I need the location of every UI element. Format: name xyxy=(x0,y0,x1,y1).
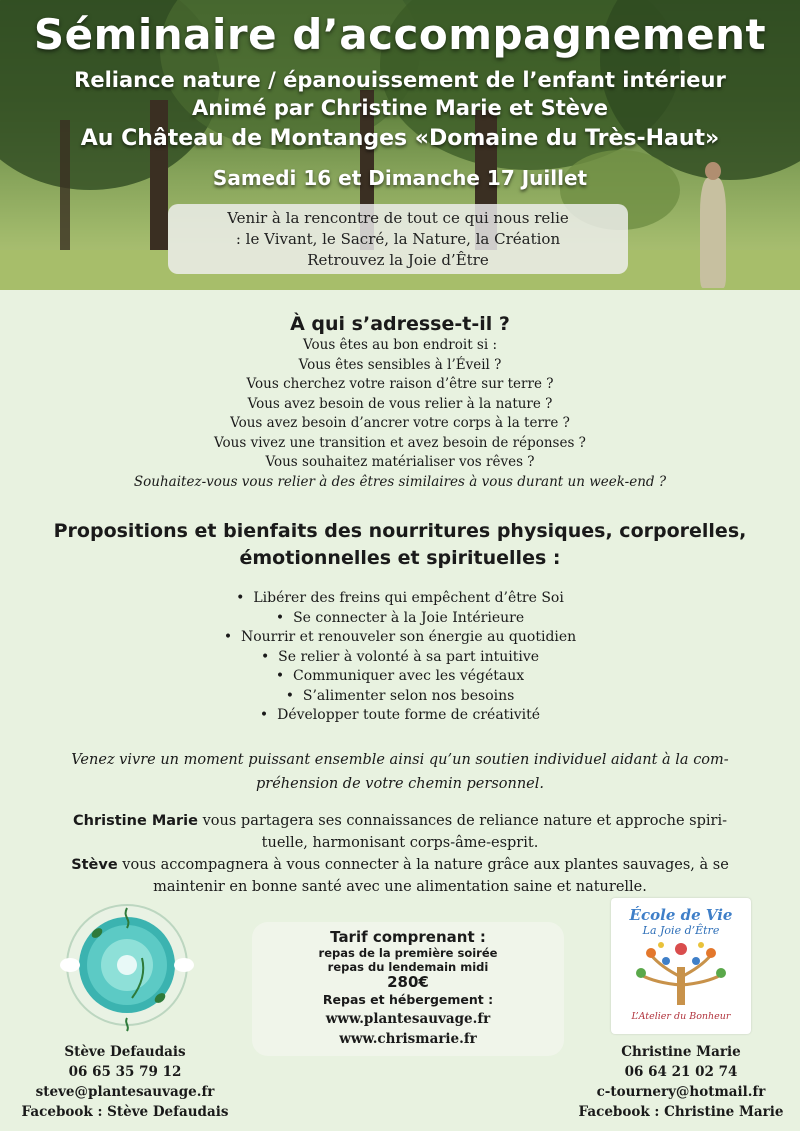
tagline-line: : le Vivant, le Sacré, la Nature, la Création xyxy=(235,230,561,248)
logo-tagline: L’Atelier du Bonheur xyxy=(631,1011,731,1022)
list-item: • Se relier à volonté à sa part intuitive xyxy=(0,648,800,668)
tree-icon xyxy=(611,937,751,1007)
list-item: • Libérer des freins qui empêchent d’être Soi xyxy=(0,589,800,609)
christine-text: vous partagera ses connaissances de reliance nature et approche spiri- xyxy=(198,813,727,829)
list-item: • Développer toute forme de créativité xyxy=(0,706,800,726)
tagline-line: Retrouvez la Joie d’Être xyxy=(307,251,489,269)
tagline-box xyxy=(168,204,628,274)
contact-name: Stève Defaudais xyxy=(64,1044,186,1060)
location-title: Au Château de Montanges «Domaine du Très-Haut» xyxy=(80,126,720,151)
contact-email[interactable]: steve@plantesauvage.fr xyxy=(35,1084,215,1100)
list-item: • Se connecter à la Joie Intérieure xyxy=(0,609,800,629)
propositions-title-line: émotionnelles et spirituelles : xyxy=(239,547,561,569)
contact-phone[interactable]: 06 65 35 79 12 xyxy=(68,1064,182,1080)
pricing-line: repas de la première soirée xyxy=(318,946,498,960)
subtitle-hosts: Animé par Christine Marie et Stève xyxy=(192,96,608,120)
contact-facebook: Facebook : Stève Defaudais xyxy=(21,1104,229,1120)
propositions-title-line: Propositions et bienfaits des nourritures physiques, corporelles, xyxy=(53,520,747,542)
contact-christine xyxy=(556,1042,800,1122)
tagline-line: Venir à la rencontre de tout ce qui nous relie xyxy=(227,209,569,227)
person-figure xyxy=(700,178,726,288)
pricing-line: repas du lendemain midi xyxy=(327,960,489,974)
steve-text: maintenir en bonne santé avec une alimentation saine et naturelle. xyxy=(153,879,647,895)
website-link[interactable]: www.chrismarie.fr xyxy=(339,1031,477,1047)
propositions-list xyxy=(0,589,800,726)
audience-line: Vous êtes au bon endroit si : xyxy=(303,337,497,353)
propositions-title xyxy=(0,518,800,572)
website-link[interactable]: www.plantesauvage.fr xyxy=(325,1011,491,1027)
contact-steve xyxy=(0,1042,250,1122)
contact-name: Christine Marie xyxy=(621,1044,741,1060)
ecole-de-vie-logo xyxy=(611,898,751,1034)
steve-description xyxy=(28,854,772,876)
mandala-logo xyxy=(52,898,202,1033)
logo-title: École de Vie xyxy=(629,906,733,924)
pricing-title: Tarif comprenant : xyxy=(330,928,486,946)
audience-line: Vous êtes sensibles à l’Éveil ? xyxy=(298,356,502,373)
logo-subtitle: La Joie d’Être xyxy=(642,924,720,937)
christine-name: Christine Marie xyxy=(73,813,198,829)
subtitle-reliance: Reliance nature / épanouissement de l’enfant intérieur xyxy=(74,68,726,92)
audience-line: Vous avez besoin de vous relier à la nature ? xyxy=(247,395,553,412)
invitation-line: Venez vivre un moment puissant ensemble ainsi qu’un soutien individuel aidant à la com- xyxy=(71,752,729,768)
christine-text: tuelle, harmonisant corps-âme-esprit. xyxy=(261,835,539,851)
invitation-text xyxy=(0,748,800,796)
steve-name: Stève xyxy=(71,857,118,873)
invitation-line: préhension de votre chemin personnel. xyxy=(256,776,544,792)
pricing-box xyxy=(252,922,564,1056)
list-item: • Communiquer avec les végétaux xyxy=(0,667,800,687)
audience-italic-line: Souhaitez-vous vous relier à des êtres similaires à vous durant un week-end ? xyxy=(133,473,667,490)
audience-questions xyxy=(0,336,800,492)
christine-description xyxy=(28,810,772,832)
audience-line: Vous souhaitez matérialiser vos rêves ? xyxy=(265,454,535,470)
contact-phone[interactable]: 06 64 21 02 74 xyxy=(624,1064,738,1080)
audience-line: Vous vivez une transition et avez besoin de réponses ? xyxy=(214,434,586,451)
audience-line: Vous cherchez votre raison d’être sur terre ? xyxy=(246,376,554,392)
presenters-description xyxy=(0,810,800,898)
list-item: • Nourrir et renouveler son énergie au quotidien xyxy=(0,628,800,648)
steve-text: vous accompagnera à vous connecter à la nature grâce aux plantes sauvages, à se xyxy=(117,857,729,873)
event-dates: Samedi 16 et Dimanche 17 Juillet xyxy=(212,166,588,190)
list-item: • S’alimenter selon nos besoins xyxy=(0,687,800,707)
contact-facebook: Facebook : Christine Marie xyxy=(578,1104,784,1120)
audience-line: Vous avez besoin d’ancrer votre corps à la terre ? xyxy=(230,415,570,431)
pricing-line: Repas et hébergement : xyxy=(322,992,494,1007)
hero-banner xyxy=(0,0,800,290)
contact-email[interactable]: c-tournery@hotmail.fr xyxy=(596,1084,766,1100)
price-value: 280€ xyxy=(387,973,429,991)
audience-title: À qui s’adresse-t-il ? xyxy=(290,313,510,335)
page-title: Séminaire d’accompagnement xyxy=(33,10,767,59)
